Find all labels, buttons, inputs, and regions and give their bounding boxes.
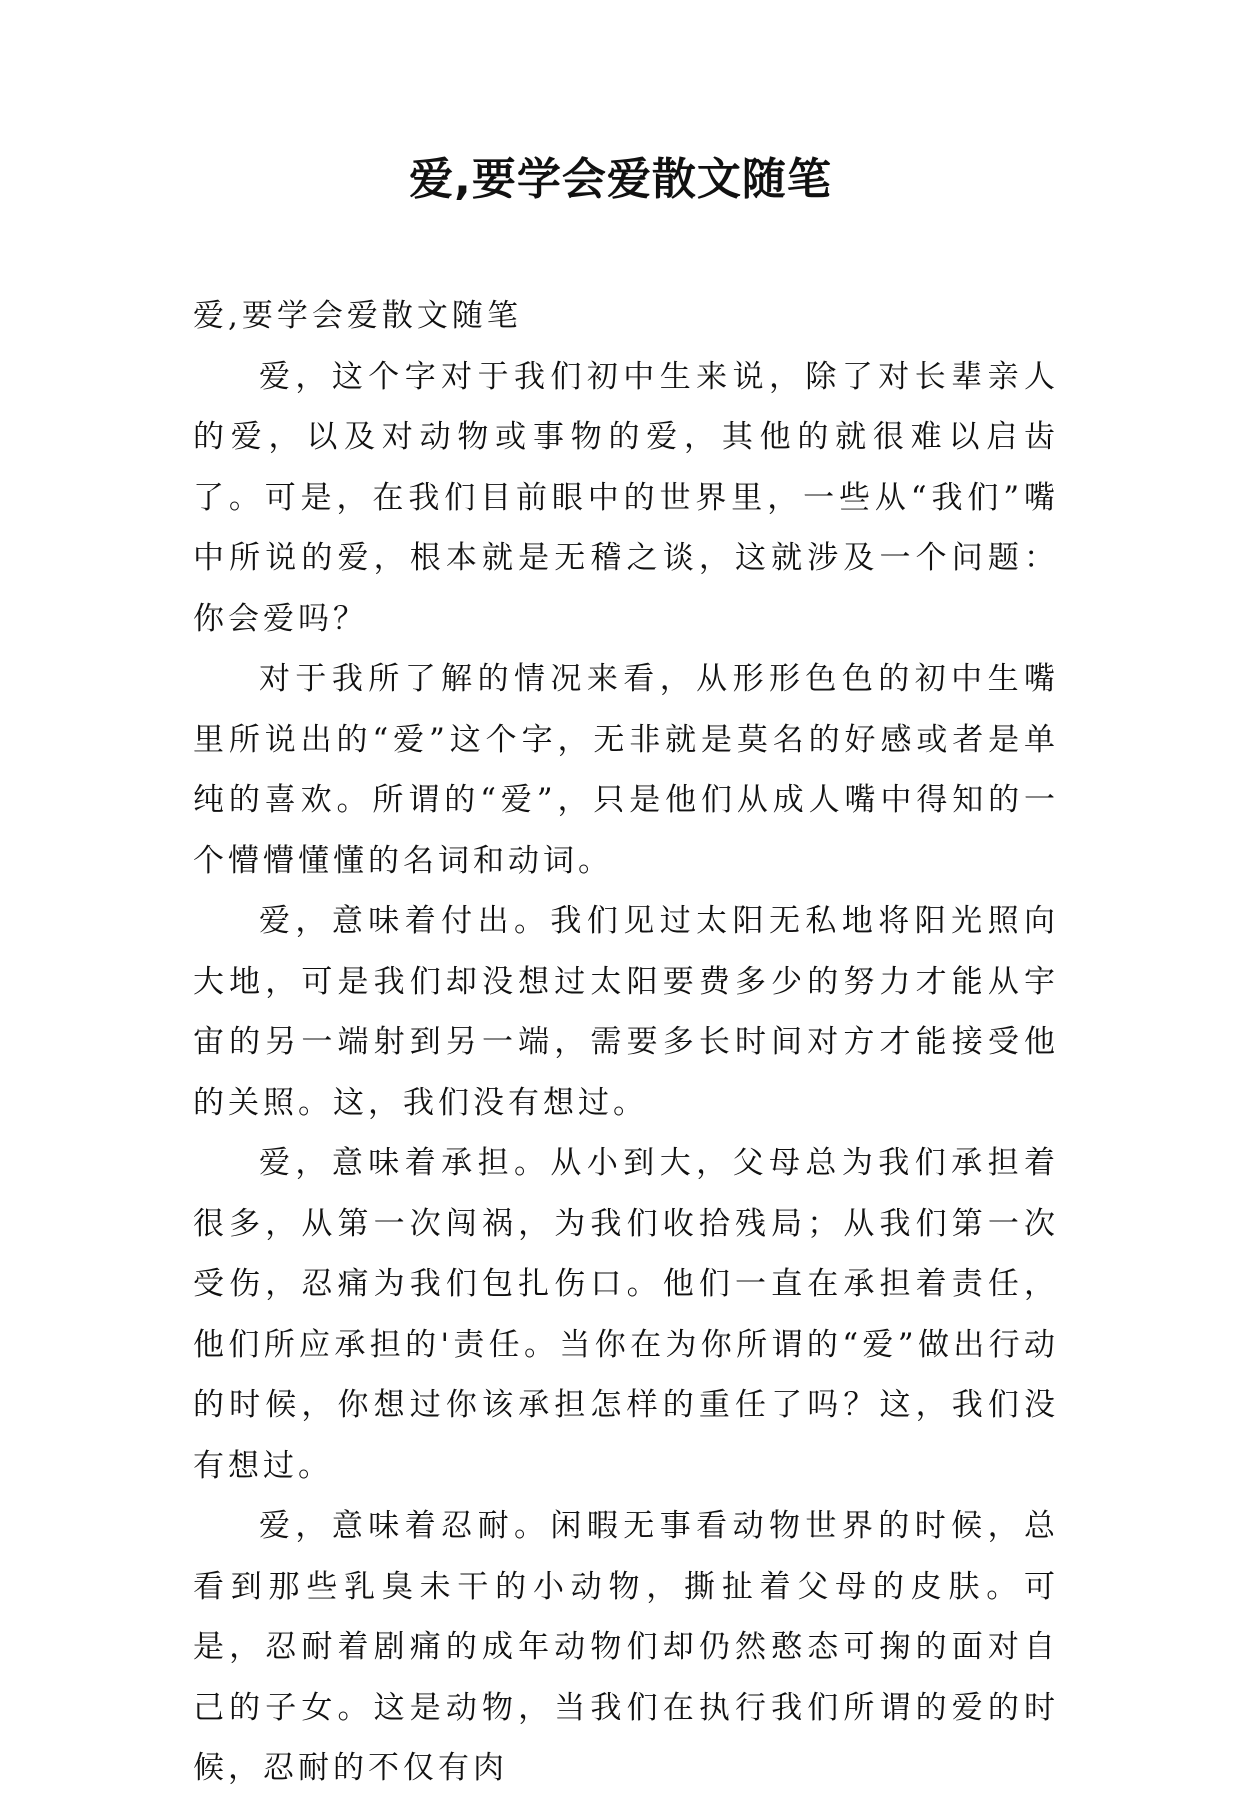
document-body xyxy=(193,286,1059,1799)
paragraph: 对于我所了解的情况来看，从形形色色的初中生嘴里所说出的“爱”这个字，无非就是莫名的好感或者是单纯的喜欢。所谓的“爱”，只是他们从成人嘴中得知的一个懵懵懂懂的名词和动词。 xyxy=(193,661,1059,879)
document-title: 爱,要学会爱散文随笔 xyxy=(409,154,832,205)
paragraph: 爱，意味着承担。从小到大，父母总为我们承担着很多，从第一次闯祸，为我们收拾残局；从我们第一次受伤，忍痛为我们包扎伤口。他们一直在承担着责任，他们所应承担的'责任。当你在为你所谓的“爱”做出行动的时候，你想过你该承担怎样的重任了吗？这，我们没有想过。 xyxy=(193,1145,1059,1484)
paragraph: 爱，这个字对于我们初中生来说，除了对长辈亲人的爱，以及对动物或事物的爱，其他的就很难以启齿了。可是，在我们目前眼中的世界里，一些从“我们”嘴中所说的爱，根本就是无稽之谈，这就涉及一个问题：你会爱吗？ xyxy=(193,358,1059,637)
document-subtitle: 爱,要学会爱散文随笔 xyxy=(193,298,522,334)
paragraph: 爱，意味着忍耐。闲暇无事看动物世界的时候，总看到那些乳臭未干的小动物，撕扯着父母的皮肤。可是，忍耐着剧痛的成年动物们却仍然憨态可掬的面对自己的子女。这是动物，当我们在执行我们所谓的爱的时候，忍耐的不仅有肉 xyxy=(193,1508,1059,1786)
paragraph: 爱，意味着付出。我们见过太阳无私地将阳光照向大地，可是我们却没想过太阳要费多少的努力才能从宇宙的另一端射到另一端，需要多长时间对方才能接受他的关照。这，我们没有想过。 xyxy=(193,903,1059,1121)
